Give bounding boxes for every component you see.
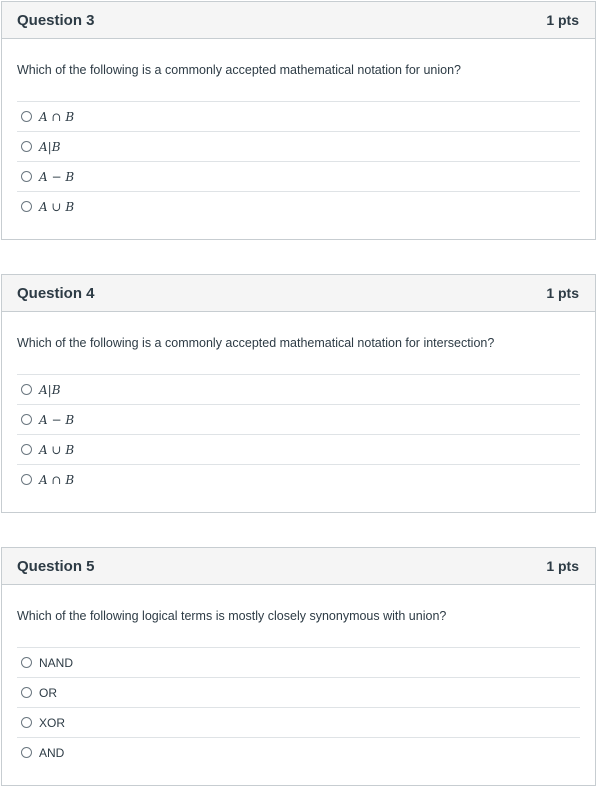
answer-label: A|B — [39, 139, 61, 154]
answer-label: A ∩ B — [39, 472, 75, 487]
question-body — [2, 585, 595, 767]
radio-button[interactable] — [21, 747, 32, 758]
answer-label: OR — [39, 685, 57, 700]
question-text: Which of the following is a commonly accepted mathematical notation for union? — [17, 63, 461, 77]
answer-option[interactable] — [17, 677, 580, 707]
question-card — [1, 1, 596, 240]
answer-label: NAND — [39, 655, 74, 670]
answer-label: XOR — [39, 715, 66, 730]
question-card — [1, 547, 596, 786]
radio-button[interactable] — [21, 384, 32, 395]
answer-option[interactable] — [17, 434, 580, 464]
answer-option[interactable] — [17, 191, 580, 221]
question-body — [2, 39, 595, 221]
radio-button[interactable] — [21, 474, 32, 485]
answer-label: A ∪ B — [39, 442, 75, 457]
radio-button[interactable] — [21, 717, 32, 728]
question-title: Question 3 — [17, 11, 95, 29]
answer-label: A − B — [39, 169, 75, 184]
answer-option[interactable] — [17, 737, 580, 767]
answer-option[interactable] — [17, 161, 580, 191]
radio-button[interactable] — [21, 687, 32, 698]
radio-button[interactable] — [21, 171, 32, 182]
answer-option[interactable] — [17, 464, 580, 494]
answer-option[interactable] — [17, 131, 580, 161]
question-text: Which of the following logical terms is mostly closely synonymous with union? — [17, 609, 447, 623]
question-title: Question 5 — [17, 557, 95, 575]
answer-list — [17, 374, 580, 494]
question-header — [2, 2, 595, 39]
question-body — [2, 312, 595, 494]
answer-option[interactable] — [17, 404, 580, 434]
answer-list — [17, 647, 580, 767]
radio-button[interactable] — [21, 444, 32, 455]
question-title: Question 4 — [17, 284, 95, 302]
question-text: Which of the following is a commonly accepted mathematical notation for intersection? — [17, 336, 495, 350]
radio-button[interactable] — [21, 414, 32, 425]
answer-option[interactable] — [17, 101, 580, 131]
question-header — [2, 275, 595, 312]
radio-button[interactable] — [21, 657, 32, 668]
answer-label: A ∩ B — [39, 109, 75, 124]
answer-label: A − B — [39, 412, 75, 427]
question-points: 1 pts — [546, 558, 579, 574]
radio-button[interactable] — [21, 111, 32, 122]
answer-option[interactable] — [17, 707, 580, 737]
answer-label: A ∪ B — [39, 199, 75, 214]
question-points: 1 pts — [546, 12, 579, 28]
answer-list — [17, 101, 580, 221]
answer-label: A|B — [39, 382, 61, 397]
question-points: 1 pts — [546, 285, 579, 301]
question-card — [1, 274, 596, 513]
question-header — [2, 548, 595, 585]
radio-button[interactable] — [21, 141, 32, 152]
radio-button[interactable] — [21, 201, 32, 212]
answer-option[interactable] — [17, 647, 580, 677]
answer-label: AND — [39, 745, 65, 760]
answer-option[interactable] — [17, 374, 580, 404]
